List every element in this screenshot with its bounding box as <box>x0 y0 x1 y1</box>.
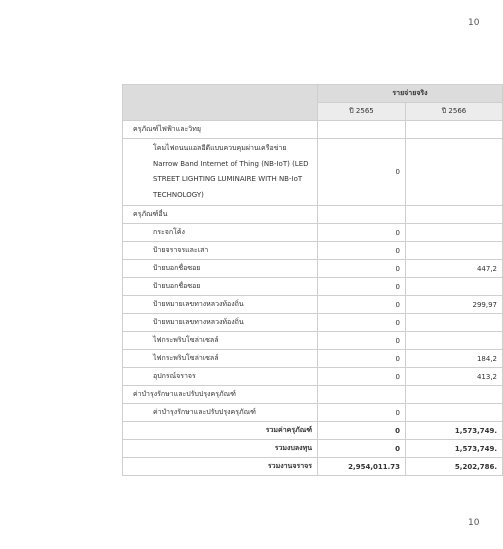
table-row <box>123 260 503 278</box>
row-value-2566 <box>406 206 503 224</box>
total-label: รวมงบลงทุน <box>123 440 318 458</box>
total-label: รวมงานจราจร <box>123 458 318 476</box>
row-label: ป้ายบอกชื่อซอย <box>123 260 318 278</box>
total-row <box>123 440 503 458</box>
row-label: อุปกรณ์จราจร <box>123 368 318 386</box>
table-row <box>123 224 503 242</box>
total-row <box>123 458 503 476</box>
expense-table <box>122 84 503 476</box>
row-value-2566 <box>406 332 503 350</box>
table-row <box>123 404 503 422</box>
row-value-2566 <box>406 314 503 332</box>
row-label: ป้ายหมายเลขทางหลวงท้องถิ่น <box>123 296 318 314</box>
row-value-2565: 0 <box>318 260 406 278</box>
row-value-2566 <box>406 278 503 296</box>
total-value-2565: 0 <box>318 440 406 458</box>
table-header-row <box>123 85 503 103</box>
total-value-2566: 1,573,749. <box>406 440 503 458</box>
table-row <box>123 206 503 224</box>
page-number-bottom: 10 <box>468 518 480 528</box>
row-value-2565 <box>318 206 406 224</box>
table-row <box>123 296 503 314</box>
total-label: รวมค่าครุภัณฑ์ <box>123 422 318 440</box>
row-label: ค่าบำรุงรักษาและปรับปรุงครุภัณฑ์ <box>123 386 318 404</box>
total-value-2565: 2,954,011.73 <box>318 458 406 476</box>
row-label: ป้ายจราจรและเสา <box>123 242 318 260</box>
header-year-2565: ปี 2565 <box>318 103 406 121</box>
header-blank-cell <box>123 85 318 121</box>
row-value-2566: 299,97 <box>406 296 503 314</box>
table-row <box>123 139 503 206</box>
row-value-2566 <box>406 121 503 139</box>
table-row <box>123 368 503 386</box>
row-value-2565 <box>318 121 406 139</box>
row-value-2565 <box>318 386 406 404</box>
row-value-2566: 184,2 <box>406 350 503 368</box>
row-label: กระจกโค้ง <box>123 224 318 242</box>
row-value-2565: 0 <box>318 139 406 206</box>
row-value-2565: 0 <box>318 278 406 296</box>
row-value-2565: 0 <box>318 242 406 260</box>
row-label: ครุภัณฑ์อื่น <box>123 206 318 224</box>
row-value-2566: 413,2 <box>406 368 503 386</box>
row-value-2566: 447,2 <box>406 260 503 278</box>
row-value-2565: 0 <box>318 296 406 314</box>
header-actual-expense: รายจ่ายจริง <box>318 85 503 103</box>
table-row <box>123 242 503 260</box>
total-row <box>123 422 503 440</box>
row-value-2565: 0 <box>318 350 406 368</box>
table-row <box>123 278 503 296</box>
row-label: ไฟกระพริบโซล่าเซลล์ <box>123 350 318 368</box>
row-value-2566 <box>406 224 503 242</box>
total-value-2565: 0 <box>318 422 406 440</box>
row-label: ป้ายบอกชื่อซอย <box>123 278 318 296</box>
row-label: โคมไฟถนนแอลอีดีแบบควบคุมผ่านเครือข่าย Narrow Band Internet of Thing (NB-IoT) (LED STREET LIGHTING LUMINAIRE WITH NB-IoT TECHNOLOGY) <box>123 139 318 206</box>
row-value-2565: 0 <box>318 314 406 332</box>
row-value-2565: 0 <box>318 224 406 242</box>
total-value-2566: 1,573,749. <box>406 422 503 440</box>
row-value-2566 <box>406 242 503 260</box>
row-value-2565: 0 <box>318 332 406 350</box>
table-row <box>123 350 503 368</box>
header-year-2566: ปี 2566 <box>406 103 503 121</box>
total-value-2566: 5,202,786. <box>406 458 503 476</box>
table-row <box>123 386 503 404</box>
page-number-top: 10 <box>468 18 480 28</box>
row-label: ไฟกระพริบโซล่าเซลล์ <box>123 332 318 350</box>
row-value-2566 <box>406 404 503 422</box>
row-value-2565: 0 <box>318 368 406 386</box>
table-row <box>123 332 503 350</box>
row-label: ค่าบำรุงรักษาและปรับปรุงครุภัณฑ์ <box>123 404 318 422</box>
row-value-2566 <box>406 386 503 404</box>
table-row <box>123 121 503 139</box>
row-value-2565: 0 <box>318 404 406 422</box>
row-value-2566 <box>406 139 503 206</box>
table-row <box>123 314 503 332</box>
row-label: ป้ายหมายเลขทางหลวงท้องถิ่น <box>123 314 318 332</box>
row-label: ครุภัณฑ์ไฟฟ้าและวิทยุ <box>123 121 318 139</box>
